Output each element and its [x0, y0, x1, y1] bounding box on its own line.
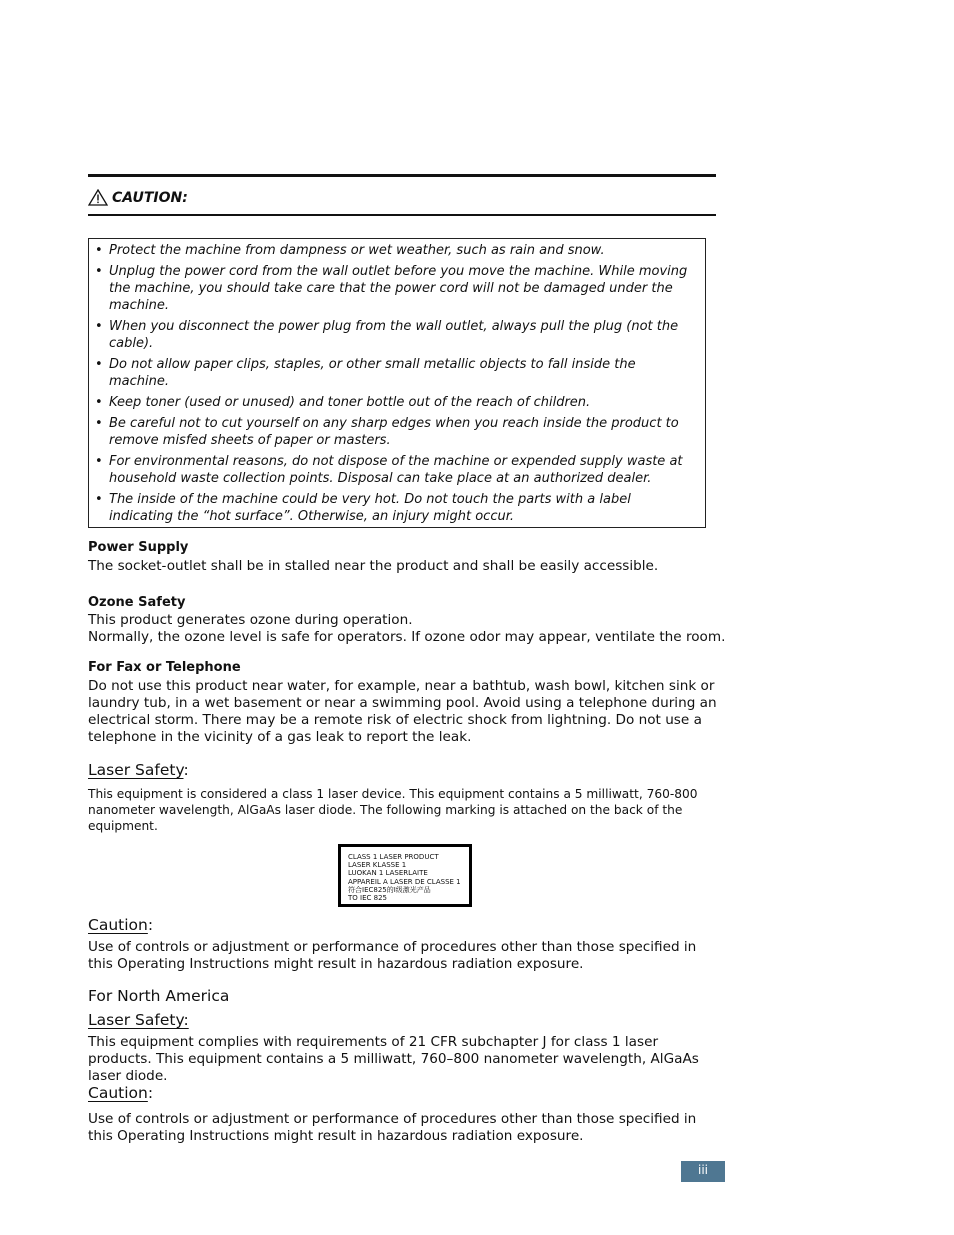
laser-label-line: LASER KLASSE 1: [348, 861, 407, 870]
laser-label-line: TO IEC 825: [348, 894, 387, 903]
bullet-icon: •: [95, 357, 103, 372]
caution-list: [89, 239, 705, 525]
bullet-icon: •: [95, 416, 103, 431]
caution-box: [88, 238, 706, 528]
caution-item-text: Unplug the power cord from the wall outlet before you move the machine. While moving the machine, you should take care that the power cord will not be damaged under the machine.: [109, 264, 688, 313]
laser-label-line: LUOKAN 1 LASERLAITE: [348, 869, 428, 878]
ozone-safety-line2: Normally, the ozone level is safe for operators. If ozone odor may appear, ventilate the room.: [88, 629, 726, 645]
caution-item-text: Do not allow paper clips, staples, or other small metallic objects to fall inside the machine.: [109, 357, 636, 389]
caution-list-item: [95, 453, 697, 487]
caution-list-item: [95, 491, 697, 525]
north-america-title: For North America: [88, 987, 230, 1005]
ozone-safety-title: Ozone Safety: [88, 595, 186, 610]
caution-2-title: Caution:: [88, 1084, 154, 1102]
caution-item-text: Keep toner (used or unused) and toner bottle out of the reach of children.: [109, 395, 591, 410]
caution-heading: [88, 189, 188, 206]
laser-label-image: [338, 844, 472, 907]
bullet-icon: •: [95, 492, 103, 507]
caution-item-text: Be careful not to cut yourself on any sharp edges when you reach inside the product to remove misfed sheets of paper or masters.: [109, 416, 679, 448]
caution-1-text: Use of controls or adjustment or performance of procedures other than those specified in this Operating Instructions might result in hazardous radiation exposure.: [88, 939, 697, 972]
caution-list-item: [95, 415, 697, 449]
top-rule: [88, 174, 716, 177]
laser-label-line: APPAREIL A LASER DE CLASSE 1: [348, 877, 461, 886]
caution-item-text: The inside of the machine could be very hot. Do not touch the parts with a label indicating the “hot surface”. Otherwise, an injury might occur.: [109, 492, 631, 524]
bullet-icon: •: [95, 264, 103, 279]
ozone-safety-line1: This product generates ozone during operation.: [88, 612, 413, 628]
caution-item-text: For environmental reasons, do not dispose of the machine or expended supply waste at household waste collection points. Disposal can take place at an authorized dealer.: [109, 454, 683, 486]
bullet-icon: •: [95, 319, 103, 334]
caution-item-text: When you disconnect the power plug from the wall outlet, always pull the plug (not the cable).: [109, 319, 679, 351]
caution-list-item: [95, 263, 697, 314]
power-supply-text: The socket-outlet shall be in stalled near the product and shall be easily accessible.: [88, 558, 659, 574]
bullet-icon: •: [95, 454, 103, 469]
caution-list-item: [95, 242, 697, 259]
bullet-icon: •: [95, 395, 103, 410]
caution-item-text: Protect the machine from dampness or wet weather, such as rain and snow.: [109, 243, 605, 258]
caution-list-item: [95, 318, 697, 352]
caution-1-title: Caution:: [88, 916, 154, 934]
north-america-text: This equipment complies with requirements of 21 CFR subchapter J for class 1 laser products. This equipment contains a 5 milliwatt, 760–800 nanometer wavelength, AlGaAs laser diode.: [88, 1034, 699, 1084]
fax-telephone-title: For Fax or Telephone: [88, 660, 241, 675]
heading-rule: [88, 214, 716, 216]
fax-telephone-text: Do not use this product near water, for example, near a bathtub, wash bowl, kitchen sink or laundry tub, in a wet basement or near a swimming pool. Avoid using a telephone during an electrical storm. There may be a remote risk of electric shock from lightning. Do not use a telephone in the vicinity of a gas leak to report the leak.: [88, 678, 717, 745]
caution-list-item: [95, 356, 697, 390]
north-america-laser-title: Laser Safety:: [88, 1011, 189, 1029]
laser-safety-title: Laser Safety:: [88, 761, 189, 779]
warning-triangle-icon: [88, 189, 108, 206]
power-supply-title: Power Supply: [88, 540, 189, 555]
caution-list-item: [95, 394, 697, 411]
bullet-icon: •: [95, 243, 103, 258]
caution-2-text: Use of controls or adjustment or performance of procedures other than those specified in this Operating Instructions might result in hazardous radiation exposure.: [88, 1111, 697, 1144]
laser-safety-text: This equipment is considered a class 1 laser device. This equipment contains a 5 milliwatt, 760-800 nanometer wavelength, AlGaAs laser diode. The following marking is attached on the back of the equipment.: [88, 787, 698, 833]
page-number: iii: [681, 1161, 725, 1182]
caution-title: CAUTION:: [112, 189, 188, 206]
laser-label-line: CLASS 1 LASER PRODUCT: [348, 853, 439, 861]
laser-label-line: 符合IEC825的I级激光产品: [348, 885, 431, 894]
